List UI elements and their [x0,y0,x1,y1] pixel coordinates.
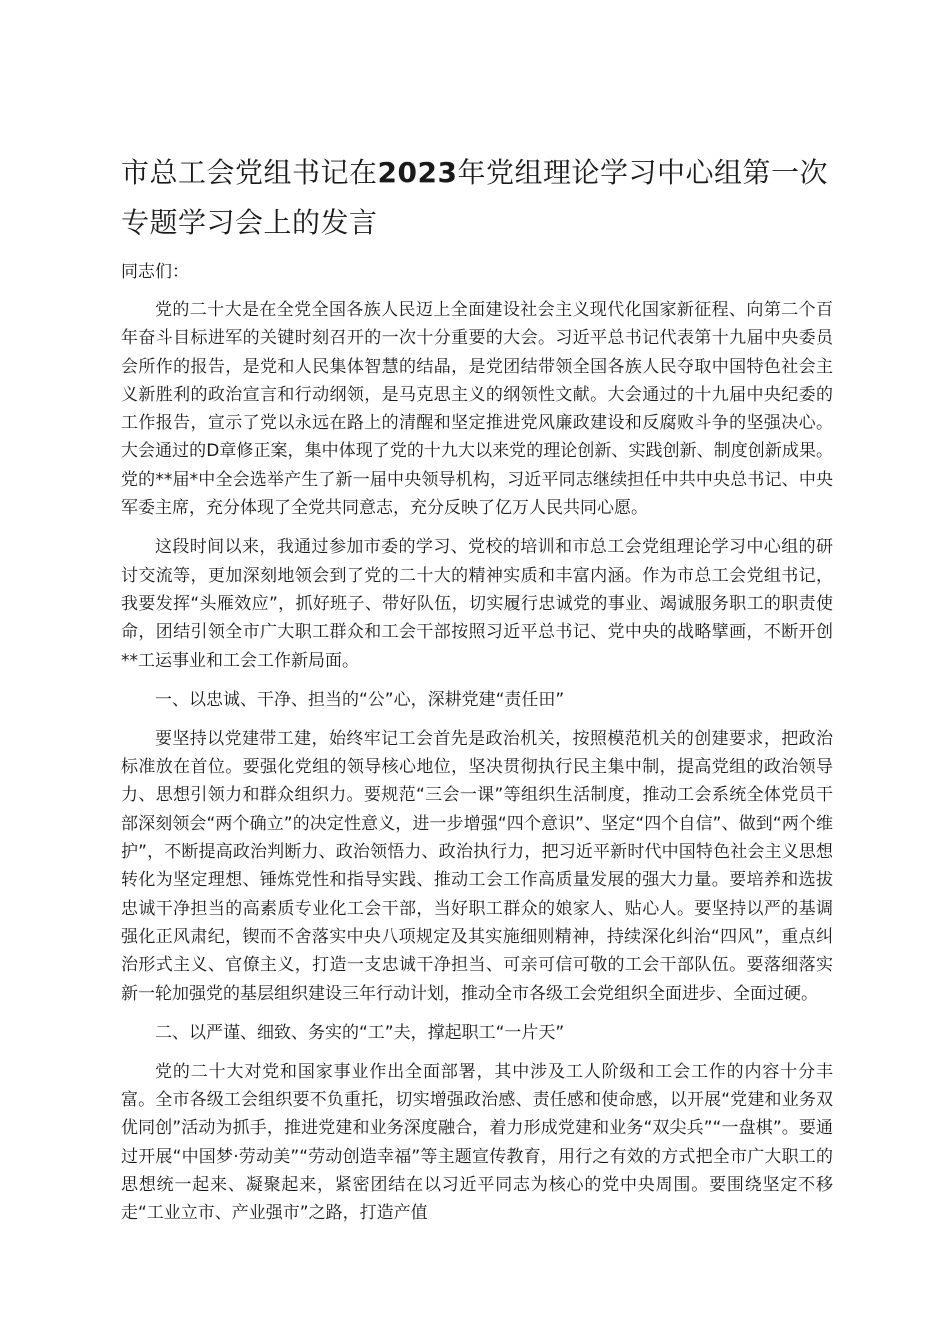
salutation: 同志们： [121,262,189,282]
paragraph-2: 这段时间以来，我通过参加市委的学习、党校的培训和市总工会党组理论学习中心组的研讨交流等，更加深刻地领会到了党的二十大的精神实质和丰富内涵。作为市总工会党组书记，我要发挥“头雁效应”，抓好班子、带好队伍，切实履行忠诚党的事业、竭诚服务职工的职责使命，团结引领全市广大职工群众和工会干部按照习近平总书记、党中央的战略擘画，不断开创**工运事业和工会工作新局面。 [121,537,833,671]
title-part-2: 年党组理论学习中心组第一次专题学习会上的发言 [121,156,828,239]
paragraph-1: 党的二十大是在全党全国各族人民迈上全面建设社会主义现代化国家新征程、向第二个百年奋斗目标进军的关键时刻召开的一次十分重要的大会。习近平总书记代表第十九届中央委员会所作的报告，是党和人民集体智慧的结晶，是党团结带领全国各族人民夺取中国特色社会主义新胜利的政治宣言和行动纲领，是马克思主义的纲领性文献。大会通过的十九届中央纪委的工作报告，宣示了党以永远在路上的清醒和坚定推进党风廉政建设和反腐败斗争的坚强决心。大会通过的D章修正案，集中体现了党的十九大以来党的理论创新、实践创新、制度创新成果。党的**届*中全会选举产生了新一届中央领导机构，习近平同志继续担任中共中央总书记、中央军委主席，充分体现了全党共同意志，充分反映了亿万人民共同心愿。 [121,300,833,519]
paragraph-3: 要坚持以党建带工建，始终牢记工会首先是政治机关，按照模范机关的创建要求，把政治标准放在首位。要强化党组的领导核心地位，坚决贯彻执行民主集中制，提高党组的政治领导力、思想引领力和群众组织力。要规范“三会一课”等组织生活制度，推动工会系统全体党员干部深刻领会“两个确立”的决定性意义，进一步增强“四个意识”、坚定“四个自信”、做到“两个维护”，不断提高政治判断力、政治领悟力、政治执行力，把习近平新时代中国特色社会主义思想转化为坚定理想、锤炼党性和指导实践、推动工会工作高质量发展的强大力量。要培养和选拔忠诚干净担当的高素质专业化工会干部，当好职工群众的娘家人、贴心人。要坚持以严的基调强化正风肃纪，锲而不舍落实中央八项规定及其实施细则精神，持续深化纠治“四风”，重点纠治形式主义、官僚主义，打造一支忠诚干净担当、可亲可信可敬的工会干部队伍。要落细落实新一轮加强党的基层组织建设三年行动计划，推动全市各级工会党组织全面进步、全面过硬。 [121,728,833,1004]
title-part-1: 市总工会党组书记在 [121,156,378,189]
section-heading-2: 二、以严谨、细致、务实的“工”夫，撑起职工“一片天” [155,1022,565,1043]
paragraph-4: 党的二十大对党和国家事业作出全面部署，其中涉及工人阶级和工会工作的内容十分丰富。全市各级工会组织要不负重托，切实增强政治感、责任感和使命感，以开展“党建和业务双优同创”活动为抓手，推进党建和业务深度融合，着力形成党建和业务“双尖兵”“一盘棋”。要通过开展“中国梦·劳动美”“劳动创造幸福”等主题宣传教育，用行之有效的方式把全市广大职工的思想统一起来、凝聚起来，紧密团结在以习近平同志为核心的党中央周围。要围绕坚定不移走“工业立市、产业强市”之路，打造产值 [121,1061,833,1224]
section-heading-1: 一、以忠诚、干净、担当的“公”心，深耕党建“责任田” [155,689,565,710]
document-title [121,148,833,248]
document-body [121,148,833,1239]
title-year: 2023 [377,156,458,189]
